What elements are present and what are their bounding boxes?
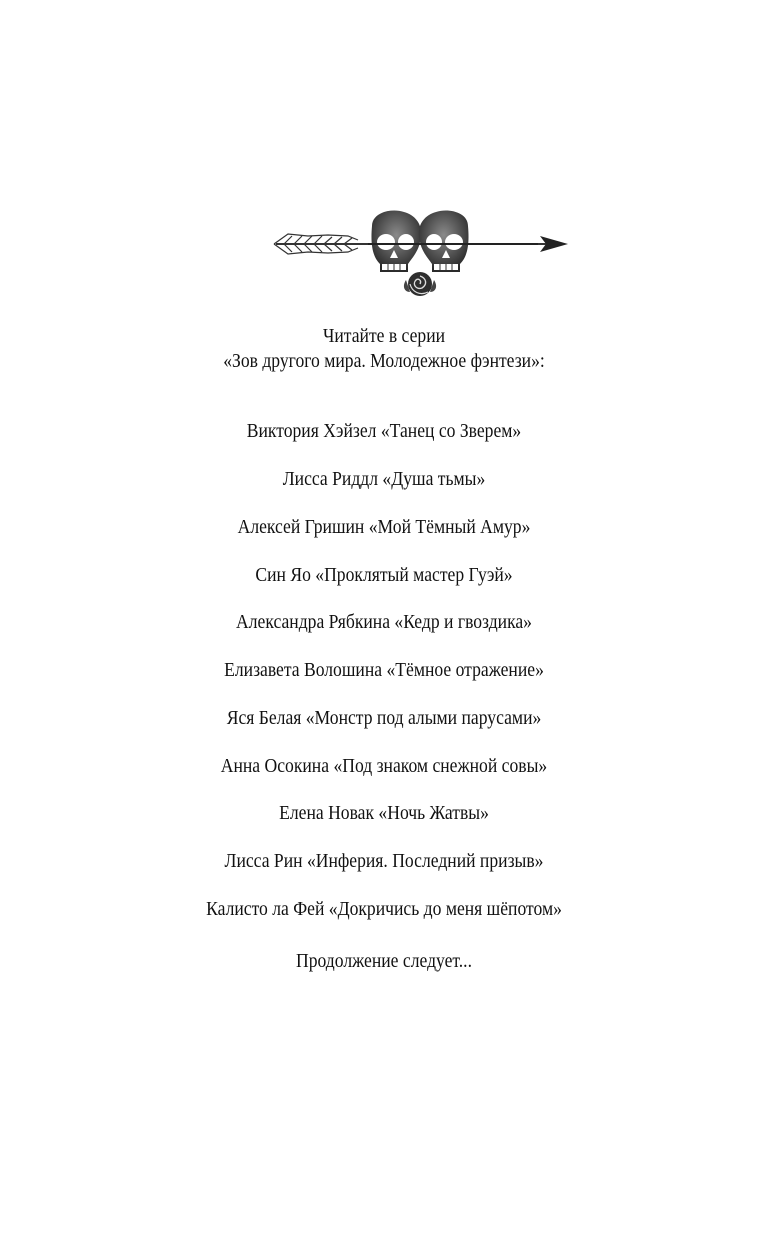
book-item: Виктория Хэйзел «Танец со Зверем»	[246, 420, 522, 442]
closing-note: Продолжение следует...	[296, 950, 472, 972]
book-item: Калисто ла Фей «Докричись до меня шёпотом»	[206, 898, 562, 920]
series-title: «Зов другого мира. Молодежное фэнтези»:	[223, 350, 545, 372]
book-item: Лисса Рин «Инферия. Последний призыв»	[224, 850, 544, 872]
book-item: Анна Осокина «Под знаком снежной совы»	[220, 755, 548, 777]
book-item: Яся Белая «Монстр под алыми парусами»	[226, 707, 542, 729]
book-item: Лисса Риддл «Душа тьмы»	[282, 468, 486, 490]
book-item: Елизавета Волошина «Тёмное отражение»	[224, 659, 544, 681]
arrow-skulls-rose-icon	[268, 206, 572, 302]
series-intro-line1: Читайте в серии	[322, 325, 446, 347]
book-item: Александра Рябкина «Кедр и гвоздика»	[236, 611, 532, 633]
book-item: Алексей Гришин «Мой Тёмный Амур»	[237, 516, 531, 538]
book-item: Син Яо «Проклятый мастер Гуэй»	[255, 564, 513, 586]
book-item: Елена Новак «Ночь Жатвы»	[279, 802, 489, 824]
